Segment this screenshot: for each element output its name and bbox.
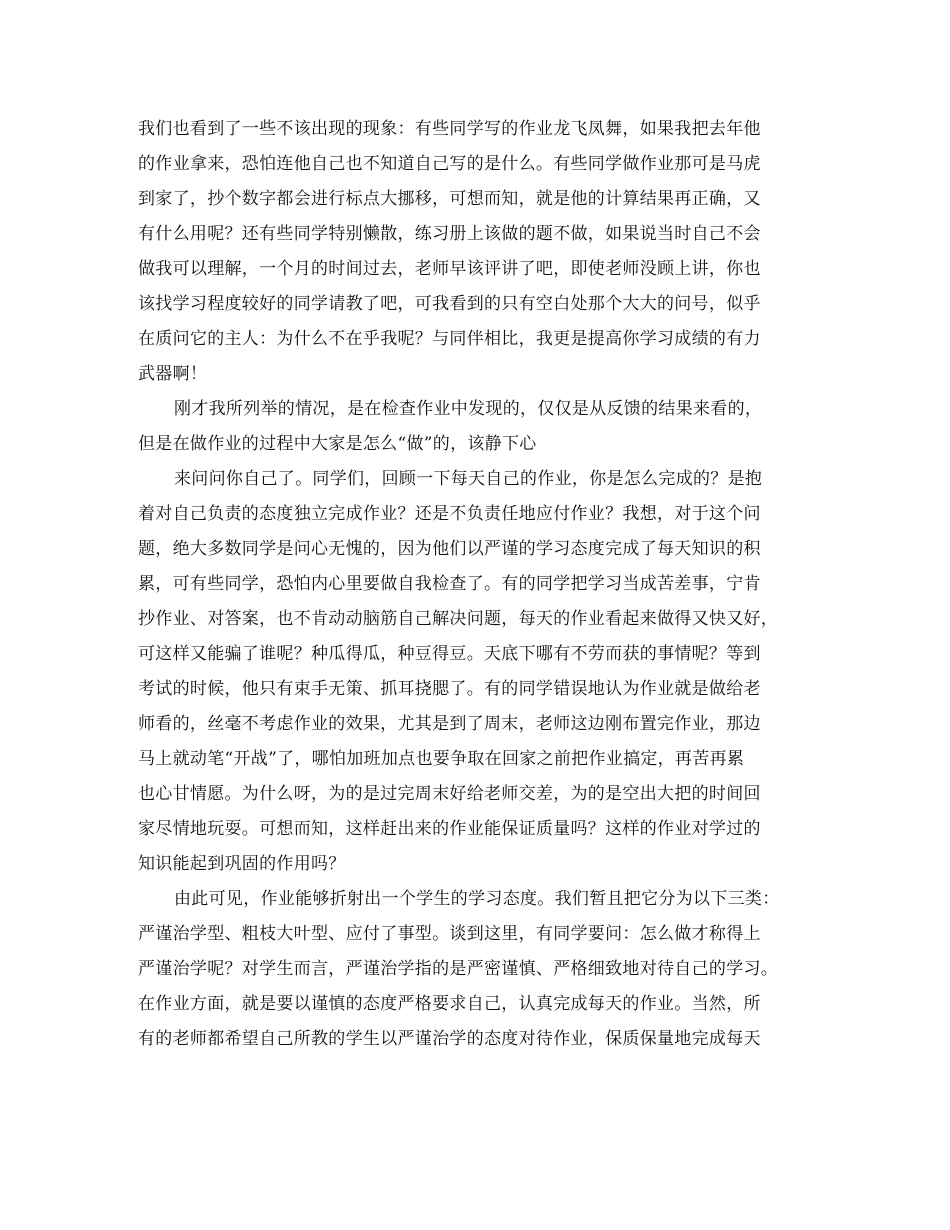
text-line: 严谨治学型、粗枝大叶型、应付了事型。谈到这里，有同学要问：怎么做才称得上 <box>138 924 761 944</box>
paragraph-start-line: 来问问你自己了。同学们，回顾一下每天自己的作业，你是怎么完成的？是抱 <box>174 469 763 489</box>
text-line: 我们也看到了一些不该出现的现象：有些同学写的作业龙飞凤舞，如果我把去年他 <box>138 119 761 139</box>
text-line: 的作业拿来，恐怕连他自己也不知道自己写的是什么。有些同学做作业那可是马虎 <box>138 154 761 174</box>
text-line: 有的老师都希望自己所教的学生以严谨治学的态度对待作业，保质保量地完成每天 <box>138 1029 761 1049</box>
text-line: 但是在做作业的过程中大家是怎么“做”的，该静下心 <box>138 434 537 454</box>
text-line: 题，绝大多数同学是问心无愧的，因为他们以严谨的学习态度完成了每天知识的积 <box>138 539 761 559</box>
text-line: 可这样又能骗了谁呢？种瓜得瓜，种豆得豆。天底下哪有不劳而获的事情呢？等到 <box>138 644 761 664</box>
text-line: 做我可以理解，一个月的时间过去，老师早该评讲了吧，即使老师没顾上讲，你也 <box>138 259 761 279</box>
paragraph-start-line: 刚才我所列举的情况，是在检查作业中发现的，仅仅是从反馈的结果来看的， <box>174 399 763 419</box>
text-line: 该找学习程度较好的同学请教了吧，可我看到的只有空白处那个大大的问号，似乎 <box>138 294 761 314</box>
text-line: 考试的时候，他只有束手无策、抓耳挠腮了。有的同学错误地认为作业就是做给老 <box>138 679 761 699</box>
text-line: 在质问它的主人：为什么不在乎我呢？与同伴相比，我更是提高你学习成绩的有力 <box>138 329 761 349</box>
text-line: 着对自己负责的态度独立完成作业？还是不负责任地应付作业？我想，对于这个问 <box>138 504 761 524</box>
text-line: 严谨治学呢？对学生而言，严谨治学指的是严密谨慎、严格细致地对待自己的学习。 <box>138 959 779 979</box>
text-line: 在作业方面，就是要以谨慎的态度严格要求自己，认真完成每天的作业。当然，所 <box>138 994 761 1014</box>
text-line: 也心甘情愿。为什么呀，为的是过完周末好给老师交差，为的是空出大把的时间回 <box>138 784 761 804</box>
paragraph-start-line: 由此可见，作业能够折射出一个学生的学习态度。我们暂且把它分为以下三类： <box>174 889 780 909</box>
text-line: 家尽情地玩耍。可想而知，这样赶出来的作业能保证质量吗？这样的作业对学过的 <box>138 819 761 839</box>
body-text <box>138 112 818 1057</box>
text-line: 到家了，抄个数字都会进行标点大挪移，可想而知，就是他的计算结果再正确，又 <box>138 189 761 209</box>
text-line: 累，可有些同学，恐怕内心里要做自我检查了。有的同学把学习当成苦差事，宁肯 <box>138 574 761 594</box>
text-line: 知识能起到巩固的作用吗？ <box>138 854 346 874</box>
text-line: 武器啊！ <box>138 364 208 384</box>
text-line: 抄作业、对答案，也不肯动动脑筋自己解决问题，每天的作业看起来做得又快又好， <box>138 609 779 629</box>
text-line: 师看的，丝毫不考虑作业的效果，尤其是到了周末，老师这边刚布置完作业，那边 <box>138 714 761 734</box>
text-line: 马上就动笔“开战”了，哪怕加班加点也要争取在回家之前把作业搞定，再苦再累 <box>138 749 745 769</box>
text-line: 有什么用呢？还有些同学特别懒散，练习册上该做的题不做，如果说当时自己不会 <box>138 224 761 244</box>
